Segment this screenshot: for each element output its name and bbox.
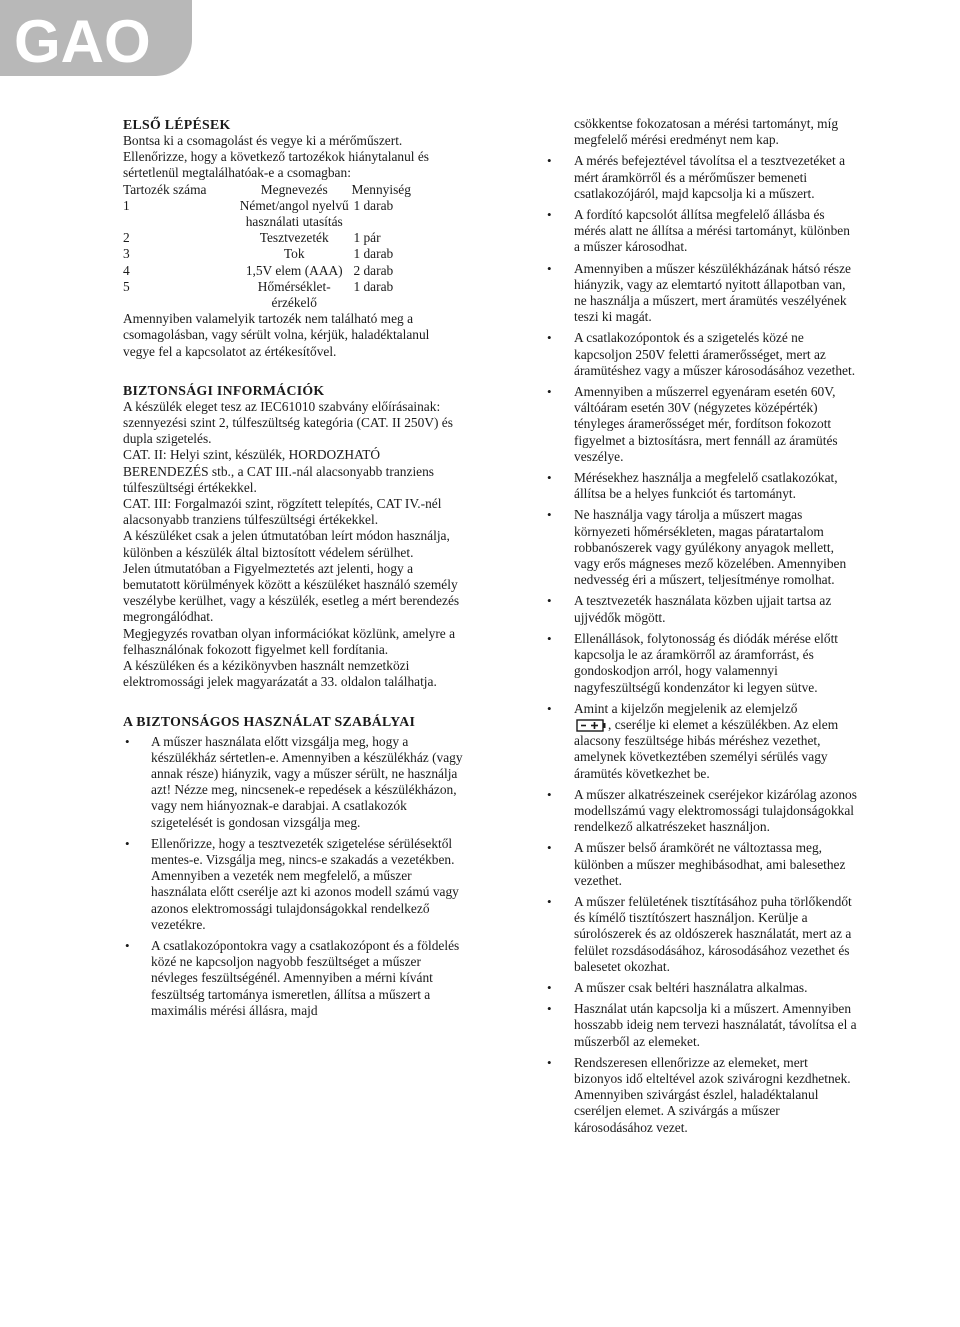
list-item: • Amennyiben a műszer készülékházának hátsó része hiányzik, vagy az elemtartó nyitott állapotban van, ne használja a műszert, mert áramütés veszélyének teszi ki magát. (547, 261, 859, 326)
table-row (123, 198, 443, 230)
table-cell: 5 (123, 278, 130, 294)
list-item: • Mérésekhez használja a megfelelő csatlakozókat, állítsa be a helyes funkciót és tartományt. (547, 470, 859, 502)
table-cell: 4 (123, 262, 130, 278)
list-item: • A tesztvezeték használata közben ujjait tartsa az ujjvédők mögött. (547, 593, 859, 625)
battery-icon (576, 719, 606, 732)
list-item: • Amennyiben a műszerrel egyenáram esetén 60V, váltóáram esetén 30V (négyzetes középérték) tényleges áramerősséget mér, fordítson fokozott figyelmet a biztosításra, mert fennáll az áramütés veszélye. (547, 384, 859, 465)
table-cell: 2 (123, 230, 130, 246)
logo-text: GAO (14, 8, 151, 75)
gao-logo (0, 0, 192, 76)
table-cell: 1 darab (353, 246, 394, 262)
table-row (123, 230, 443, 246)
safety-paragraph: CAT. II: Helyi szint, készülék, HORDOZHATÓ BERENDEZÉS stb., a CAT III.-nál alacsonyabb tranziens túlfeszültségi értékekkel. (123, 447, 435, 495)
list-item: • A műszer felületének tisztításához puha törlőkendőt és kímélő tisztítószert használjon. Kerülje a súrolószerek és az oldószerek használatát, mert az a felület rozsdásodásához, károsodásához vezethet és balesetet okozhat. (547, 894, 859, 975)
safety-paragraph: A készüléket csak a jelen útmutatóban leírt módon használja, különben a készülék által biztosított védelem sérülhet. (123, 528, 450, 560)
list-item-continuation: csökkentse fokozatosan a mérési tartományt, míg megfelelő mérési eredményt nem kap. (574, 116, 839, 148)
table-cell: 3 (123, 246, 130, 262)
table-cell: 2 darab (353, 262, 394, 278)
list-item: • A fordító kapcsolót állítsa megfelelő állásba és mérés alatt ne állítsa a mérési tartományt, különben a műszer károsodhat. (547, 207, 859, 256)
table-cell: Hőmérséklet-érzékelő (257, 278, 331, 311)
right-column (547, 116, 859, 1141)
table-row (123, 246, 443, 262)
section-title-safe-use-rules: A BIZTONSÁGOS HASZNÁLAT SZABÁLYAI (123, 713, 416, 729)
section-title-safety-info: BIZTONSÁGI INFORMÁCIÓK (123, 382, 325, 398)
safe-use-list-left (123, 734, 463, 1019)
table-cell: Tesztvezeték (259, 230, 329, 246)
safety-paragraph: Megjegyzés rovatban olyan információkat közlünk, amelyre a felhasználónak fokozott figyelmet kell fordítania. (123, 625, 456, 657)
battery-text-before: Amint a kijelzőn megjelenik az elemjelző (574, 700, 798, 716)
first-steps-outro: Amennyiben valamelyik tartozék nem található meg a csomagolásban, vagy sérült volna, kérjük, haladéktalanul vegye fel a kapcsolatot az értékesítővel. (123, 311, 430, 359)
first-steps-intro: Bontsa ki a csomagolást és vegye ki a mérőműszert. Ellenőrizze, hogy a következő tartozékok hiánytalanul és sértetlenül megtalálhatóak-e a csomagban: (123, 133, 430, 181)
list-item: • Ellenőrizze, hogy a tesztvezeték szigetelése sérülésektől mentes-e. Vizsgálja meg, nincs-e szakadás a vezetékben. Amennyiben a vezeték nem megfelelő, a műszer használata előtt cserélje azt ki azonos modell számú vagy azonos elektromossági tulajdonságokkal rendelkező vezetékre. (123, 836, 463, 933)
list-item: • Rendszeresen ellenőrizze az elemeket, mert bizonyos idő elteltével azok szivárogni kezdhetnek. Amennyiben szivárgást észlel, haladéktalanul cseréljen elemet. A szivárgás a műszer károsodásához vezet. (547, 1055, 859, 1136)
table-cell: 1,5V elem (AAA) (245, 262, 343, 278)
list-item: • A műszer használata előtt vizsgálja meg, hogy a készülékház sértetlen-e. Amennyiben a készülékház (vagy annak része) hiányzik, vagy a műszer sérült, ne használja azt! Nézze meg, nincsenek-e repedések a készülékházon, vagy nem hiányoznak-e darabjai. A csatlakozók szigetelését is gondosan vizsgálja meg. (123, 734, 463, 831)
safety-paragraph: A készüléken és a kézikönyvben használt nemzetközi elektromossági jelek magyarázatát a 33. oldalon találhatja. (123, 658, 437, 690)
left-column (123, 116, 463, 1024)
safety-paragraph: CAT. III: Forgalmazói szint, rögzített telepítés, CAT IV.-nél alacsonyabb tranziens túlfeszültségi értékekkel. (123, 496, 442, 528)
list-item: • Ellenállások, folytonosság és diódák mérése előtt kapcsolja le az áramkörről az áramforrást, és gondoskodjon arról, hogy valamennyi nagyfeszültségű kondenzátor ki legyen sütve. (547, 631, 859, 696)
table-header-row (123, 182, 443, 198)
table-cell: 1 darab (353, 278, 394, 294)
accessories-table (123, 182, 443, 312)
table-cell: Német/angol nyelvű használati utasítás (239, 197, 349, 230)
safety-paragraph: A készülék eleget tesz az IEC61010 szabvány előírásainak: szennyezési szint 2, túlfeszültség kategória (CAT. II 250V) és dupla szigetelés. (123, 398, 453, 447)
table-header: Mennyiség (351, 181, 411, 197)
list-item: • A műszer belső áramkörét ne változtassa meg, különben a műszer meghibásodhat, ami balesethez vezethet. (547, 840, 859, 889)
table-cell: Tok (283, 246, 305, 262)
list-item: • Ne használja vagy tárolja a műszert magas környezeti hőmérsékleten, magas páratartalom robbanószerek vagy gyúlékony anyagok mellett, vagy erős mágneses mező közelében. Amennyiben nedvesség éri a műszert, teljesítménye romolhat. (547, 507, 859, 588)
battery-text-after: , cserélje ki elemet a készülékben. Az elem alacsony feszültsége hibás méréshez vezethet, amelynek következtében személyi sérülés vagy áramütés következhet be. (574, 716, 839, 781)
safe-use-list-right (547, 153, 859, 1135)
list-item: • Használat után kapcsolja ki a műszert. Amennyiben hosszabb ideig nem tervezi használatát, távolítsa el a műszerből az elemeket. (547, 1001, 859, 1050)
list-item: • A műszer csak beltéri használatra alkalmas. (547, 980, 859, 996)
list-item: • A csatlakozópontokra vagy a csatlakozópont és a földelés közé ne kapcsoljon nagyobb feszültséget a műszer névleges feszültségénél. Amennyiben a mérni kívánt feszültség tartománya ismeretlen, állítsa a műszert a maximális mérési állásra, majd (123, 938, 463, 1019)
table-header: Tartozék száma (123, 181, 207, 197)
list-item: • A műszer alkatrészeinek cseréjekor kizárólag azonos modellszámú vagy elektromossági tulajdonságokkal rendelkező alkatrészeket használjon. (547, 787, 859, 836)
table-header: Megnevezés (260, 181, 328, 197)
table-row (123, 279, 443, 311)
list-item-battery (547, 701, 859, 782)
table-row (123, 263, 443, 279)
section-title-first-steps: ELSŐ LÉPÉSEK (123, 117, 231, 132)
safety-paragraph: Jelen útmutatóban a Figyelmeztetés azt jelenti, hogy a bemutatott körülmények között a készüléket használó személy veszélybe kerülhet, vagy a készülék, esetleg a mért berendezés megrongálódhat. (123, 560, 460, 625)
table-cell: 1 pár (353, 230, 381, 246)
list-item: • A mérés befejeztével távolítsa el a tesztvezetéket a mért áramkörről és a mérőműszer bemeneti csatlakozójáról, majd kapcsolja ki a műszert. (547, 153, 859, 202)
table-cell: 1 darab (353, 197, 394, 213)
list-item: • A csatlakozópontok és a szigetelés közé ne kapcsoljon 250V feletti áramerősséget, mert az áramütéshez vagy a műszer károsodásához vezethet. (547, 330, 859, 379)
table-cell: 1 (123, 197, 130, 213)
